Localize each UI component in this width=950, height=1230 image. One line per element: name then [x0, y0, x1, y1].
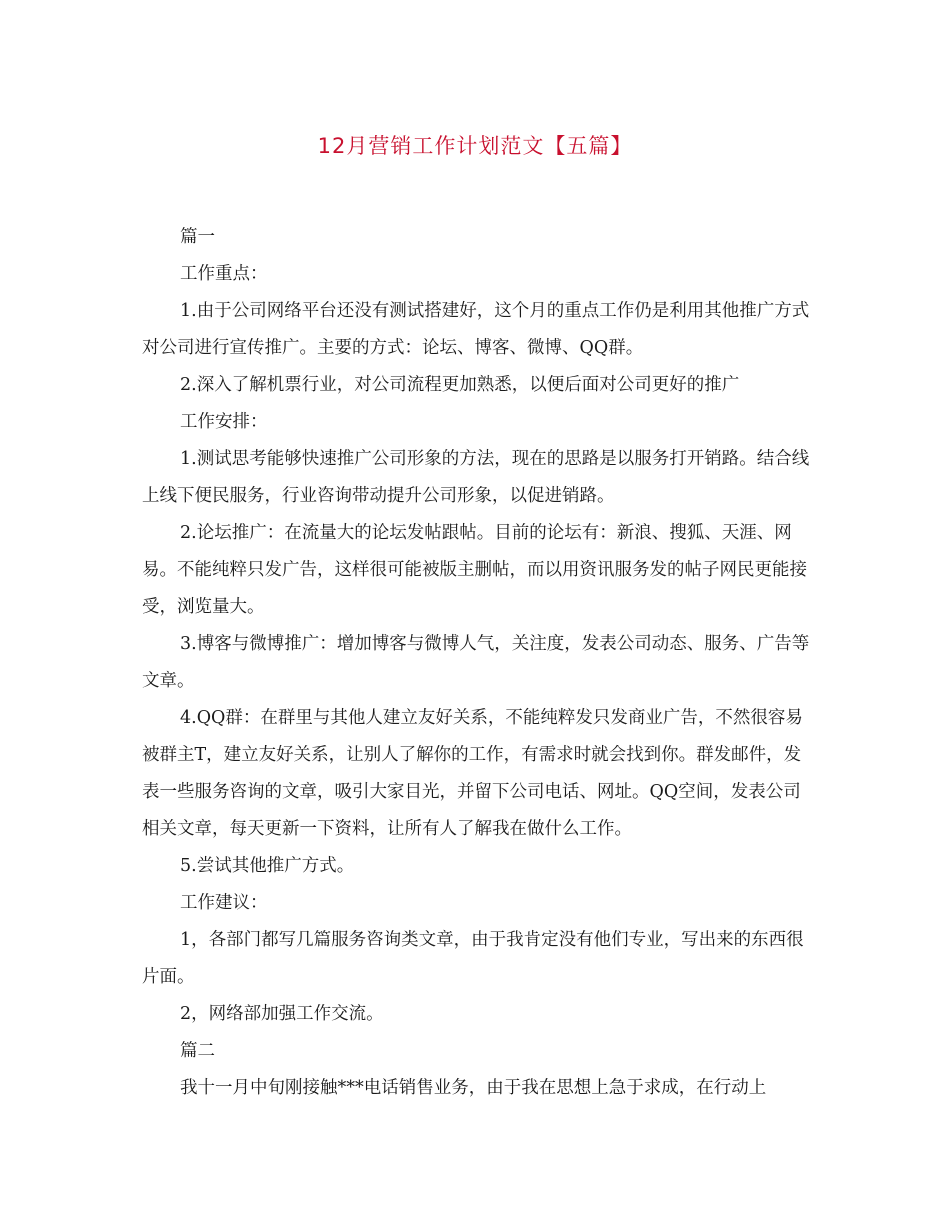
paragraph: 4.QQ群：在群里与其他人建立友好关系，不能纯粹发只发商业广告，不然很容易被群主T，建立友好关系，让别人了解你的工作，有需求时就会找到你。群发邮件，发表一些服务咨询的文章，吸引大家目光，并留下公司电话、网址。QQ空间，发表公司相关文章，每天更新一下资料，让所有人了解我在做什么工作。 [142, 708, 803, 839]
paragraph: 2，网络部加强工作交流。 [180, 1004, 384, 1024]
subheading: 工作重点： [180, 264, 268, 284]
section-heading: 篇二 [180, 1041, 215, 1061]
section-heading: 篇一 [180, 227, 215, 247]
paragraph: 1.测试思考能够快速推广公司形象的方法，现在的思路是以服务打开销路。结合线上线下便民服务，行业咨询带动提升公司形象，以促进销路。 [142, 449, 810, 506]
document-title: 12月营销工作计划范文【五篇】 [317, 134, 633, 158]
document-body [142, 219, 810, 1107]
paragraph: 5.尝试其他推广方式。 [180, 856, 355, 876]
paragraph: 我十一月中旬刚接触***电话销售业务，由于我在思想上急于求成，在行动上 [180, 1078, 767, 1098]
paragraph: 1.由于公司网络平台还没有测试搭建好，这个月的重点工作仍是利用其他推广方式对公司进行宣传推广。主要的方式：论坛、博客、微博、QQ群。 [142, 301, 810, 358]
paragraph: 3.博客与微博推广：增加博客与微博人气，关注度，发表公司动态、服务、广告等文章。 [142, 634, 810, 691]
paragraph: 1，各部门都写几篇服务咨询类文章，由于我肯定没有他们专业，写出来的东西很片面。 [142, 930, 804, 987]
paragraph: 2.深入了解机票行业，对公司流程更加熟悉，以便后面对公司更好的推广 [180, 375, 740, 395]
subheading: 工作安排： [180, 412, 268, 432]
paragraph: 2.论坛推广：在流量大的论坛发帖跟帖。目前的论坛有：新浪、搜狐、天涯、网易。不能纯粹只发广告，这样很可能被版主删帖，而以用资讯服务发的帖子网民更能接受，浏览量大。 [142, 523, 807, 617]
subheading: 工作建议： [180, 893, 268, 913]
